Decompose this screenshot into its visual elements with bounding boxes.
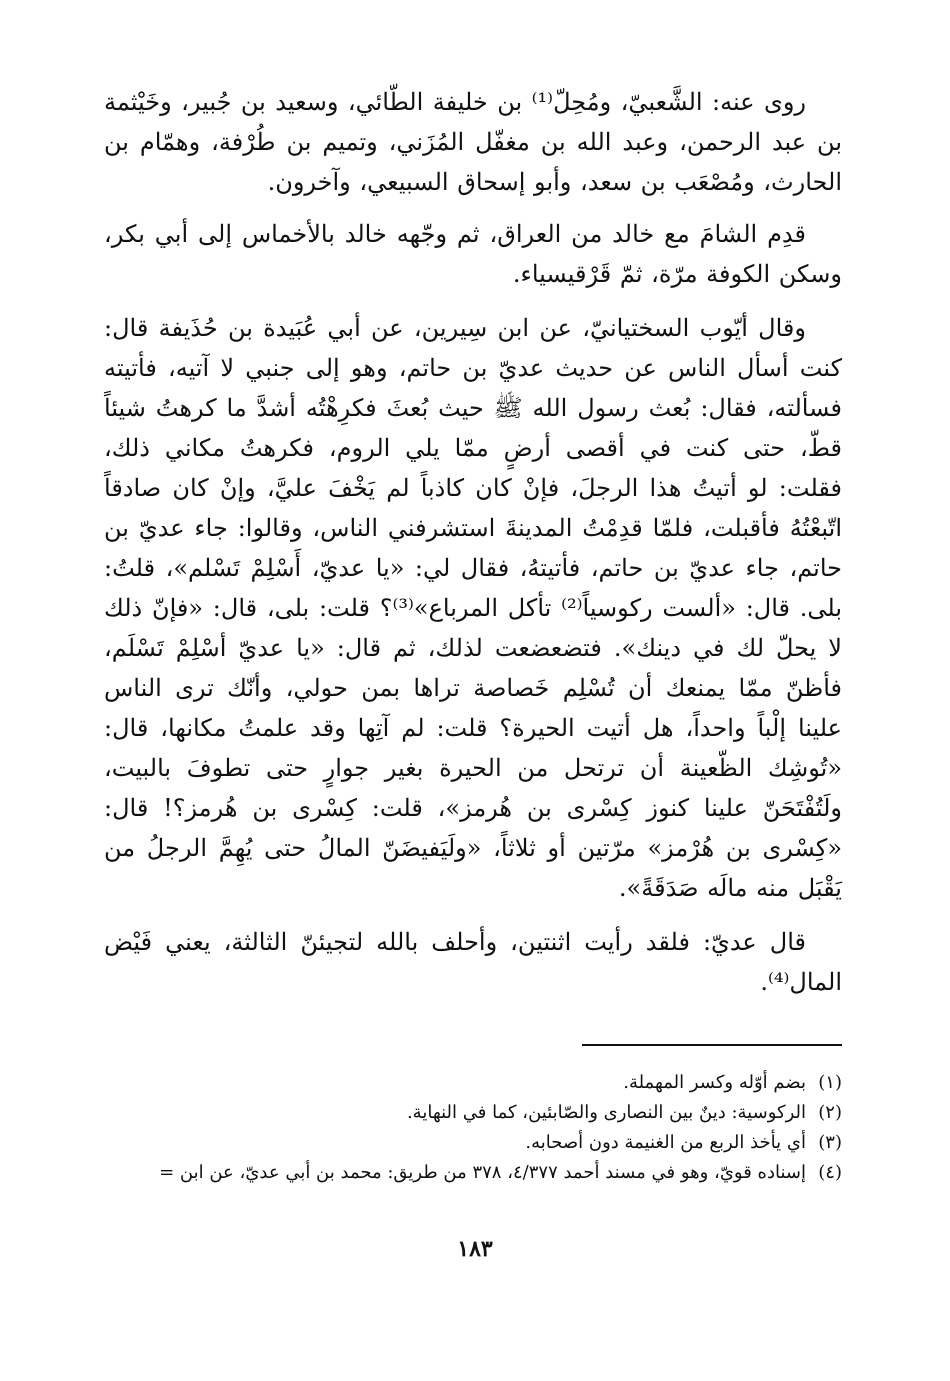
footnote-text: الركوسية: دينٌ بين النصارى والصّابئين، كما في النهاية. [406, 1102, 806, 1123]
paragraph-hadith: وقال أيّوب السختيانيّ، عن ابن سِيرين، عن أبي عُبَيدة بن حُذَيفة قال: كنت أسأل الناس عن حديث عديّ بن حاتم، وهو إلى جنبي لا آتيه، فأتيته فسألته، فقال: بُعث رسول الله ﷺ حيث بُعثَ فكرِهْتُه أشدَّ ما كرهتُ شيئاً قطّ، حتى كنت في أقصى أرضٍ ممّا يلي الروم، فكرهتُ مكاني ذلك، فقلت: لو أتيتُ هذا الرجلَ، فإنْ كان كاذباً لم يَخْفَ عليَّ، وإنْ كان صادقاً اتّبعْتُهُ فأقبلت، فلمّا قدِمْتُ المدينةَ استشرفني الناس، وقالوا: جاء عديّ بن حاتم، جاء عديّ بن حاتم، فأتيتهُ، فقال لي: «يا عديّ، أَسْلِمْ تَسْلم»، قلتُ: بلى. قال: «ألست ركوسياً⁽²⁾ تأكل المرباع»⁽³⁾؟ قلت: بلى، قال: «فإنّ ذلك لا يحلّ لك في دينك». فتضعضعت لذلك، ثم قال: «يا عديّ أسْلِمْ تَسْلَم، فأظنّ ممّا يمنعك أن تُسْلِم خَصاصة تراها بمن حولي، وأنّك ترى الناس علينا إلْباً واحداً، هل أتيت الحيرة؟ قلت: لم آتِها وقد علمتُ مكانها، قال: «تُوشِك الظّعينة أن ترتحل من الحيرة بغير جوارٍ حتى تطوفَ بالبيت، ولَتُفْتَحَنّ علينا كنوز كِسْرى بن هُرمز»، قلت: كِسْرى بن هُرمز؟! قال: «كِسْرى بن هُرْمز» مرّتين أو ثلاثاً، «ولَيَفيضَنّ المالُ حتى يُهِمَّ الرجلُ من يَقْبَل منه مالَه صَدَقَةً». [104, 314, 843, 902]
footnote-text: إسناده قويّ، وهو في مسند أحمد ٤/٣٧٧، ٣٧٨ من طريق: محمد بن أبي عديّ، عن ابن = [159, 1162, 806, 1183]
paragraph-conclusion: قال عديّ: فلقد رأيت اثنتين، وأحلف بالله لتجيئنّ الثالثة، يعني فَيْض المال⁽⁴⁾. [104, 928, 842, 996]
footnote-text: أي يأخذ الربع من الغنيمة دون أصحابه. [525, 1132, 806, 1153]
footnote-separator-wrap [104, 1016, 842, 1068]
footnotes [104, 1068, 842, 1188]
footnote-number: (١) [818, 1072, 842, 1093]
paragraph-narrators: روى عنه: الشَّعبيّ، ومُحِلّ⁽¹⁾ بن خليفة الطّائي، وسعيد بن جُبير، وخَيْثمة بن عبد الرحمن، وعبد الله بن مغفّل المُزَني، وتميم بن طُرْفة، وهمّام بن الحارث، ومُصْعَب بن سعد، وأبو إسحاق السبيعي، وآخرون. [104, 88, 842, 196]
footnote-number: (٤) [818, 1162, 842, 1183]
paragraph-biography: قدِم الشامَ مع خالد من العراق، ثم وجّهه خالد بالأخماس إلى أبي بكر، وسكن الكوفة مرّة، ثمّ قَرْقيسياء. [104, 220, 842, 288]
footnote-number: (٢) [818, 1102, 842, 1123]
footnote-item [104, 1128, 842, 1158]
footnote-item [104, 1098, 842, 1128]
page-number: ١٨٣ [457, 1236, 493, 1262]
footnote-item [104, 1158, 842, 1188]
footnote-separator [582, 1044, 842, 1046]
footnote-text: بضم أوّله وكسر المهملة. [623, 1072, 806, 1093]
footnote-item [104, 1068, 842, 1098]
footnote-number: (٣) [818, 1132, 842, 1153]
